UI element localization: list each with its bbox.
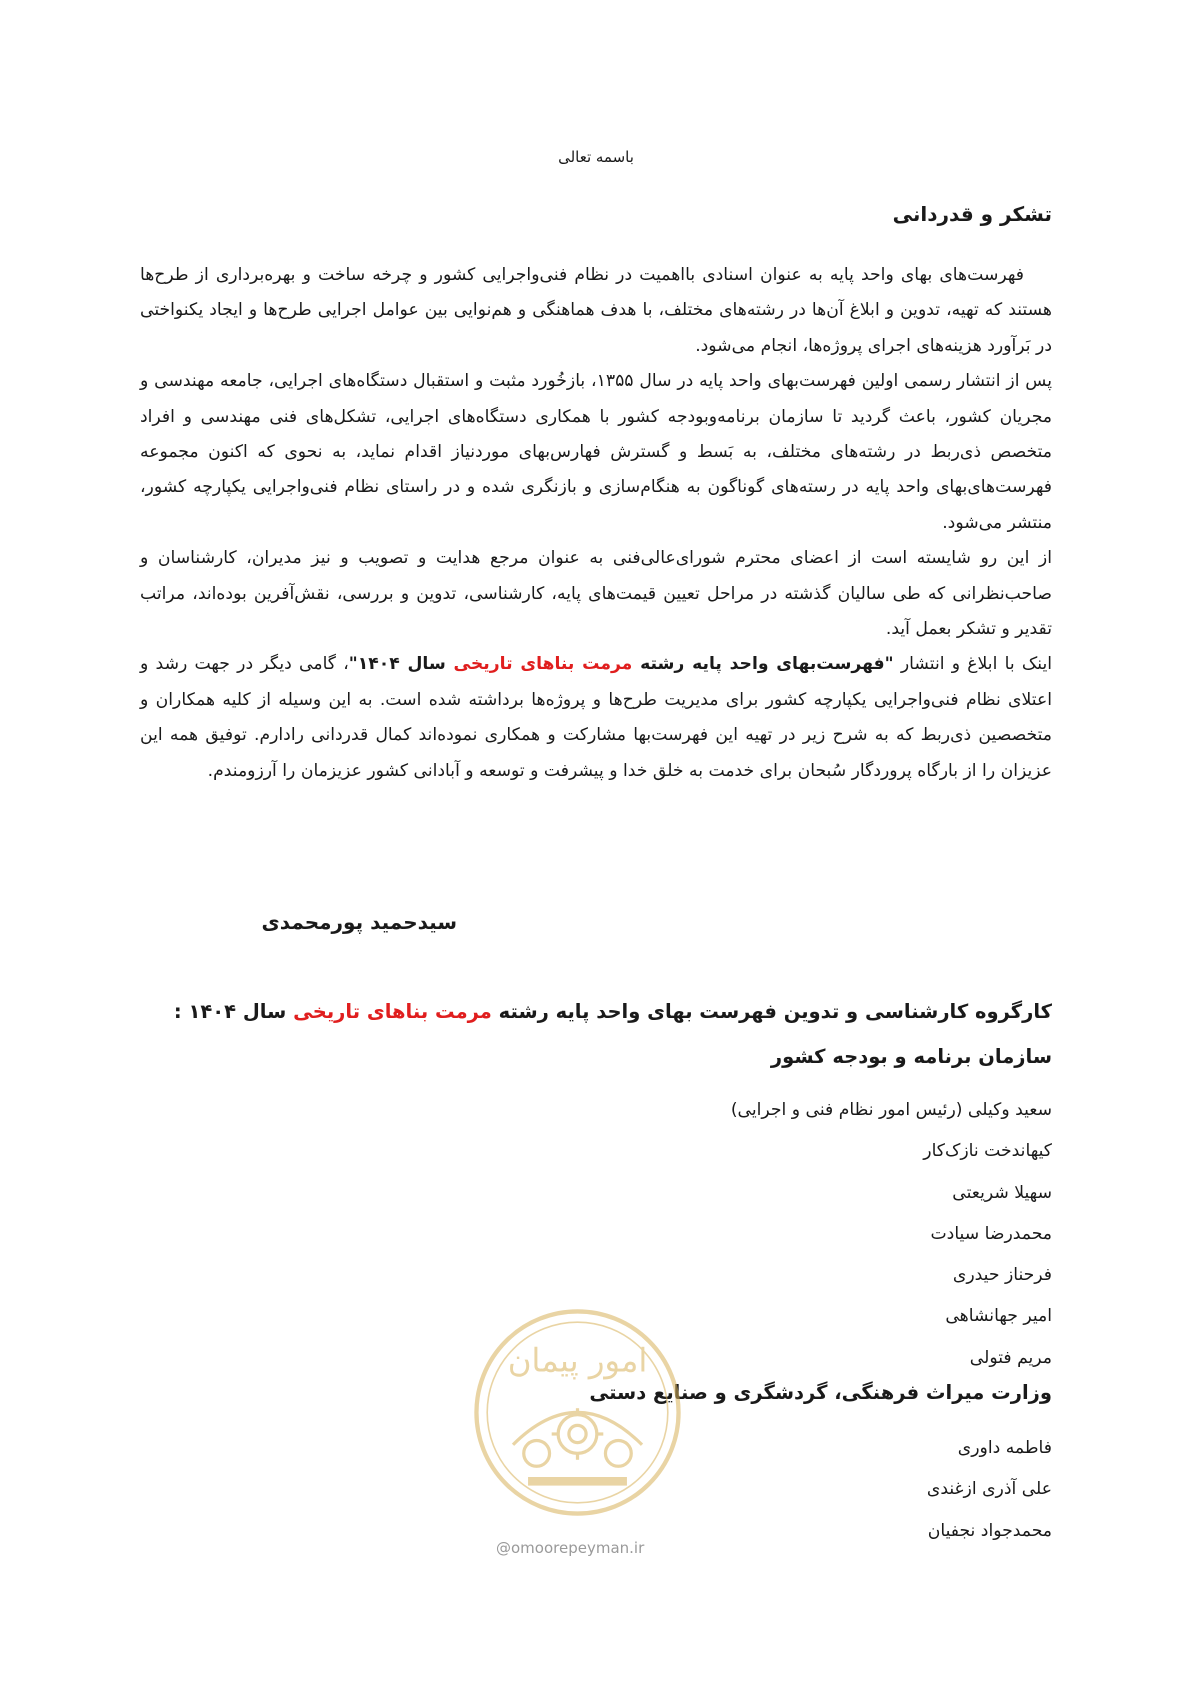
list-item: مریم فتولی (969, 1347, 1052, 1368)
acknowledgement-body (140, 258, 1052, 789)
org-name-budget: سازمان برنامه و بودجه کشور (770, 1045, 1052, 1068)
price-list-title: "فهرست‌بهای واحد پایه رشته (632, 654, 894, 675)
working-group-discipline: مرمت بناهای تاریخی (293, 1000, 492, 1023)
list-item: محمدرضا سیادت (930, 1223, 1052, 1244)
document-page (140, 0, 1052, 1684)
list-item: امیر جهانشاهی (945, 1306, 1052, 1327)
signer-name: سیدحمید پورمحمدی (261, 910, 457, 934)
discipline-name: مرمت بناهای تاریخی (453, 654, 633, 675)
list-item: محمدجواد نجفیان (927, 1520, 1052, 1541)
working-group-title-start: کارگروه کارشناسی و تدوین فهرست بهای واحد پایه رشته (491, 1000, 1052, 1023)
list-item: فرحناز حیدری (952, 1265, 1052, 1286)
list-item: علی آذری ازغندی (926, 1479, 1052, 1500)
list-item: سهیلا شریعتی (952, 1182, 1052, 1203)
list-item: فاطمه داوری (957, 1438, 1052, 1458)
list-item: کیهاندخت نازک‌کار (923, 1141, 1052, 1162)
page-title: تشکر و قدردانی (892, 202, 1052, 226)
watermark-url: @omoorepeyman.ir (496, 1539, 645, 1557)
paragraph-4-rest: ، گامی دیگر در جهت رشد و اعتلای نظام فنی‌واجرایی یکپارچه کشور برای مدیریت طرح‌ها و پروژه‌ها برداشته شده است. به این وسیله از کلیه همکاران و متخصصین ذی‌ربط که به شرح زیر در تهیه این فهرست‌بها مشارکت و همکاری نموده‌اند کمال قدردانی رادارم. توفیق همه این عزیزان را از بارگاه پروردگار سُبحان برای خدمت به خلق خدا و پیشرفت و توسعه و آبادانی کشور عزیزمان را آرزومندم. (140, 654, 1052, 781)
paragraph-3: از این رو شایسته است از اعضای محترم شورای‌عالی‌فنی به عنوان مرجع هدایت و تصویب و نیز مدیران، کارشناسان و صاحب‌نظرانی که طی سالیان گذشته در مراحل تعیین قیمت‌های پایه، کارشناسی، تدوین و بررسی، نقش‌آفرین بوده‌اند، مراتب تقدیر و تشکر بعمل آید. (140, 548, 1052, 640)
list-item: سعید وکیلی (رئیس امور نظام فنی و اجرایی) (730, 1100, 1052, 1120)
price-list-year: سال ۱۴۰۴" (348, 654, 454, 675)
org-name-heritage: وزارت میراث فرهنگی، گردشگری و صنایع دستی (589, 1381, 1052, 1404)
working-group-year: سال ۱۴۰۴ : (173, 1000, 294, 1023)
basmala: باسمه تعالی (558, 148, 634, 166)
member-list-budget (731, 1090, 1052, 1379)
watermark-logo-text: امور پیمان (507, 1341, 648, 1380)
member-list-heritage (927, 1428, 1052, 1552)
paragraph-2: پس از انتشار رسمی اولین فهرست‌بهای واحد پایه در سال ۱۳۵۵، بازخُورد مثبت و استقبال دستگاه‌های اجرایی، جامعه مهندسی و مجریان کشور، باعث گردید تا سازمان برنامه‌وبودجه کشور با همکاری دستگاه‌های اجرایی، تشکل‌های فنی مهندسی و افراد متخصص ذی‌ربط در رشته‌های مختلف، به بَسط و گسترش فهارس‌بهای موردنیاز اقدام نماید، به نحوی که اکنون مجموعه فهرست‌های‌بهای واحد پایه در رسته‌های گوناگون به هنگام‌سازی و بازنگری شده و در راستای نظام فنی‌واجرایی یکپارچه کشور، منتشر می‌شود. (140, 371, 1053, 533)
working-group-title (174, 1000, 1052, 1023)
paragraph-1: فهرست‌های بهای واحد پایه به عنوان اسنادی بااهمیت در نظام فنی‌واجرایی کشور و چرخه ساخت و بهره‌برداری از طرح‌ها هستند که تهیه، تدوین و ابلاغ آن‌ها در رشته‌های مختلف، با هدف هماهنگی و هم‌نوایی بین عوامل اجرایی طرح‌ها و ایجاد یکنواختی در بَرآورد هزینه‌های اجرای پروژه‌ها، انجام می‌شود. (140, 265, 1052, 356)
paragraph-4-intro: اینک با ابلاغ و انتشار (893, 654, 1052, 675)
paragraph-4 (140, 647, 1052, 789)
